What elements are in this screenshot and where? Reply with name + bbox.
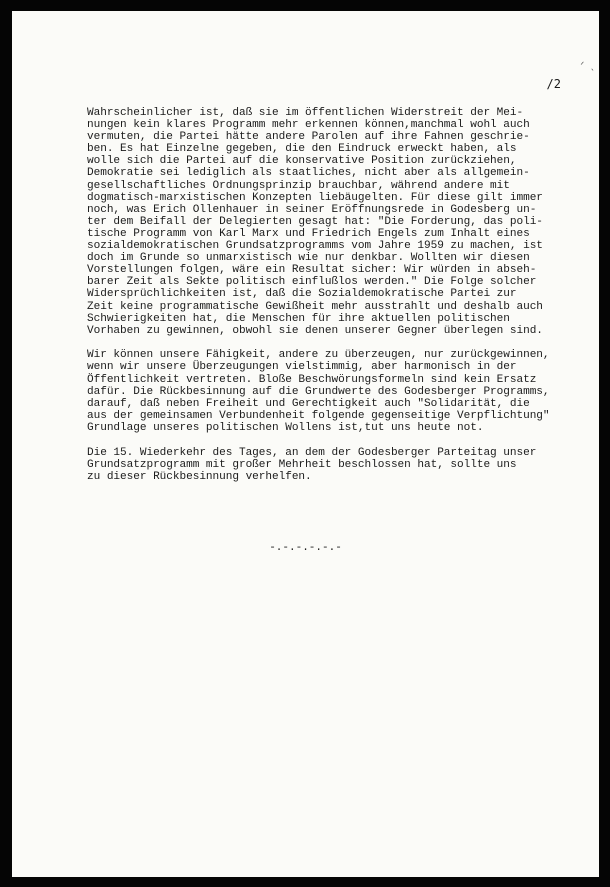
text-line: Zeit keine programmatische Gewißheit mehr ausstrahlt und deshalb auch (87, 300, 543, 313)
end-mark: -.-.-.-.-.- (269, 542, 342, 554)
paragraph (87, 349, 592, 434)
text-line: Wir können unsere Fähigkeit, andere zu überzeugen, nur zurückgewinnen, (87, 349, 550, 362)
text-line: wenn wir unsere Überzeugungen vielstimmig, aber harmonisch in der (87, 361, 517, 374)
text-line: Grundsatzprogramm mit großer Mehrheit beschlossen hat, sollte uns (87, 458, 517, 471)
text-line: Grundlage unseres politischen Wollens ist,tut uns heute not. (87, 421, 484, 434)
text-line: doch im Grunde so unmarxistisch wie nur denkbar. Wollten wir diesen (87, 252, 530, 265)
paragraph (87, 447, 592, 483)
text-line: darauf, daß neben Freiheit und Gerechtigkeit auch "Solidarität, die (87, 397, 530, 410)
corner-mark: ᐟ ˎ (580, 61, 595, 71)
text-line: Vorhaben zu gewinnen, obwohl sie denen unserer Gegner überlegen sind. (87, 324, 543, 337)
text-line: barer Zeit als Sekte politisch einflußlos werden." Die Folge solcher (87, 276, 537, 289)
document-page (12, 11, 599, 877)
text-line: Die 15. Wiederkehr des Tages, an dem der Godesberger Parteitag unser (87, 446, 537, 459)
text-line: noch, was Erich Ollenhauer in seiner Eröffnungsrede in Godesberg un- (87, 203, 537, 216)
text-line: ben. Es hat Einzelne gegeben, die den Eindruck erweckt haben, als (87, 143, 517, 156)
text-line: Wahrscheinlicher ist, daß sie im öffentlichen Widerstreit der Mei- (87, 107, 524, 119)
text-line: sozialdemokratischen Grundsatzprogramms vom Jahre 1959 zu machen, ist (87, 240, 543, 253)
text-line: dafür. Die Rückbesinnung auf die Grundwerte des Godesberger Programms, (87, 385, 550, 398)
text-line: nungen kein klares Programm mehr erkennen können,manchmal wohl auch (87, 119, 530, 132)
text-line: Schwierigkeiten hat, die Menschen für ihre aktuellen politischen (87, 312, 510, 325)
text-line: gesellschaftliches Ordnungsprinzip brauchbar, während andere mit (87, 179, 510, 192)
paragraph (87, 107, 592, 337)
text-line: Demokratie sei lediglich als staatliches, nicht aber als allgemein- (87, 167, 530, 180)
text-line: vermuten, die Partei hätte andere Parolen auf ihre Fahnen geschrie- (87, 131, 530, 144)
text-line: ter dem Beifall der Delegierten gesagt hat: "Die Forderung, das poli- (87, 215, 543, 228)
text-line: zu dieser Rückbesinnung verhelfen. (87, 470, 312, 483)
page-number: /2 (546, 77, 561, 91)
text-line: aus der gemeinsamen Verbundenheit folgende gegenseitige Verpflichtung" (87, 409, 550, 422)
text-line: dogmatisch-marxistischen Konzepten liebäugelten. Für diese gilt immer (87, 191, 543, 204)
text-line: wolle sich die Partei auf die konservative Position zurückziehen, (87, 155, 517, 168)
text-line: tische Programm von Karl Marx und Friedrich Engels zum Inhalt eines (87, 227, 530, 240)
text-line: Vorstellungen folgen, wäre ein Resultat sicher: Wir würden in abseh- (87, 264, 537, 277)
text-line: Öffentlichkeit vertreten. Bloße Beschwörungsformeln sind kein Ersatz (87, 373, 537, 386)
body-text (87, 107, 592, 496)
text-line: Widersprüchlichkeiten ist, daß die Sozialdemokratische Partei zur (87, 288, 517, 301)
